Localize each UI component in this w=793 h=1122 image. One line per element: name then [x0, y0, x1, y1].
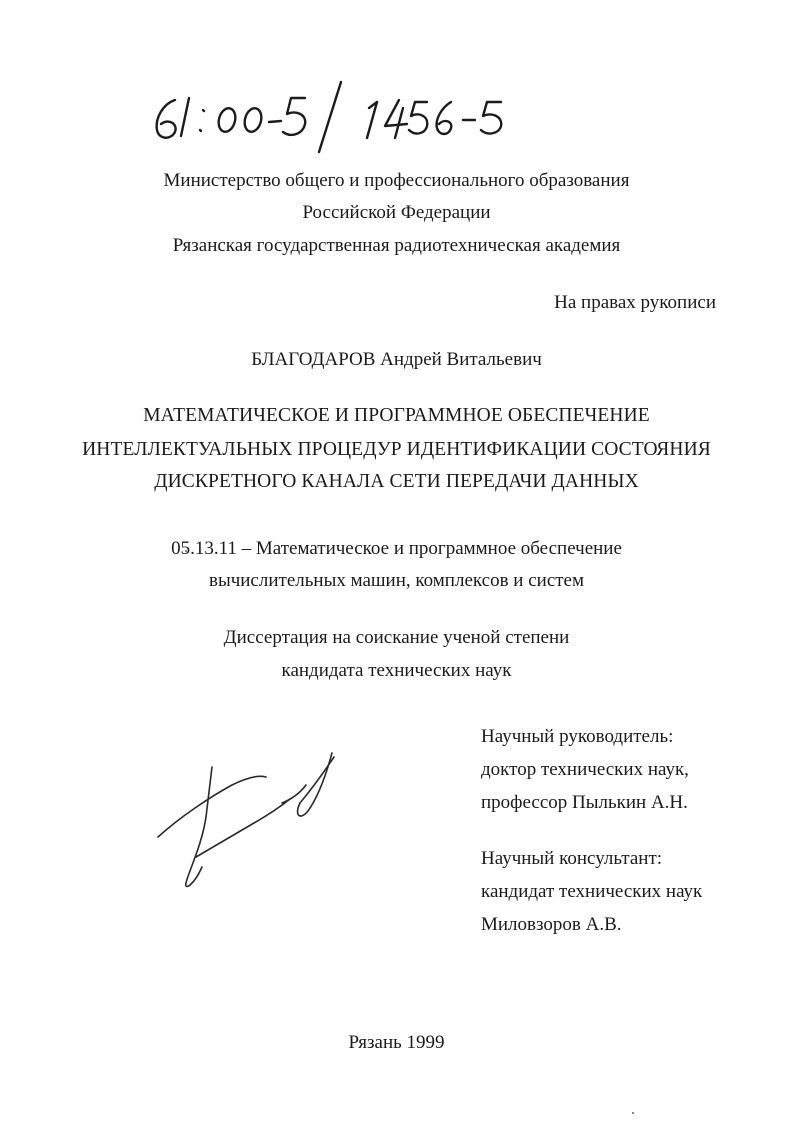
academy-name: Рязанская государственная радиотехническая академия [172, 235, 621, 256]
author-name: БЛАГОДАРОВ Андрей Витальевич [251, 349, 542, 370]
supervisor-heading: Научный руководитель: [481, 726, 674, 747]
specialty-line-2: вычислительных машин, комплексов и систем [208, 570, 585, 591]
degree-line-2: кандидата технических наук [281, 660, 512, 681]
handwritten-archive-code [145, 78, 525, 158]
scan-speck [632, 1112, 634, 1114]
manuscript-note: На правах рукописи [554, 292, 716, 313]
consultant-degree: кандидат технических наук [481, 881, 703, 902]
dissertation-title-line-2: ИНТЕЛЛЕКТУАЛЬНЫХ ПРОЦЕДУР ИДЕНТИФИКАЦИИ СОСТОЯНИЯ [82, 439, 711, 460]
supervisor-name: профессор Пылькин А.Н. [481, 792, 688, 813]
degree-line-1: Диссертация на соискание ученой степени [223, 627, 570, 648]
ministry-line-2: Российской Федерации [302, 202, 491, 223]
consultant-heading: Научный консультант: [481, 848, 663, 869]
footer-place-year: Рязань 1999 [348, 1032, 445, 1053]
specialty-line-1: 05.13.11 – Математическое и программное обеспечение [171, 538, 622, 559]
ministry-line-1: Министерство общего и профессионального образования [163, 170, 630, 191]
dissertation-title-line-3: ДИСКРЕТНОГО КАНАЛА СЕТИ ПЕРЕДАЧИ ДАННЫХ [154, 471, 639, 492]
dissertation-title-line-1: МАТЕМАТИЧЕСКОЕ И ПРОГРАММНОЕ ОБЕСПЕЧЕНИЕ [143, 405, 650, 426]
author-signature [150, 745, 350, 895]
supervisor-degree: доктор технических наук, [481, 759, 689, 780]
consultant-name: Миловзоров А.В. [481, 914, 622, 935]
